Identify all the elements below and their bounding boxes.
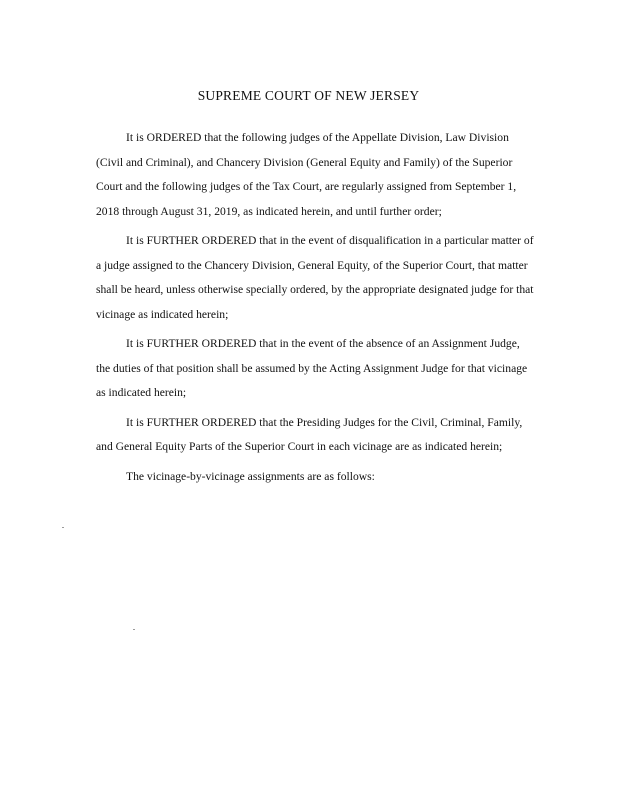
- scan-speck: [133, 629, 135, 630]
- paragraph-vicinage-intro: The vicinage-by-vicinage assignments are as follows:: [126, 469, 375, 483]
- paragraph-absence: It is FURTHER ORDERED that in the event of the absence of an Assignment Judge, the duties of that position shall be assumed by the Acting Assignment Judge for that vicinage as indicated herein;: [96, 337, 528, 399]
- paragraph-disqualification: It is FURTHER ORDERED that in the event of disqualification in a particular matter of a judge assigned to the Chancery Division, General Equity, of the Superior Court, that matter shall be heard, unless otherwise specially ordered, by the appropriate designated judge for that vicinage as indicated herein;: [96, 234, 534, 321]
- document-body: [96, 126, 536, 494]
- scan-speck: [62, 527, 64, 528]
- paragraph-presiding-judges: It is FURTHER ORDERED that the Presiding Judges for the Civil, Criminal, Family, and General Equity Parts of the Superior Court in each vicinage are as indicated herein;: [96, 415, 523, 453]
- page-title: SUPREME COURT OF NEW JERSEY: [197, 88, 420, 103]
- paragraph-ordered: It is ORDERED that the following judges of the Appellate Division, Law Division (Civil and Criminal), and Chancery Division (General Equity and Family) of the Superior Court and the following judges of the Tax Court, are regularly assigned from September 1, 2018 through August 31, 2019, as indicated herein, and until further order;: [96, 131, 517, 218]
